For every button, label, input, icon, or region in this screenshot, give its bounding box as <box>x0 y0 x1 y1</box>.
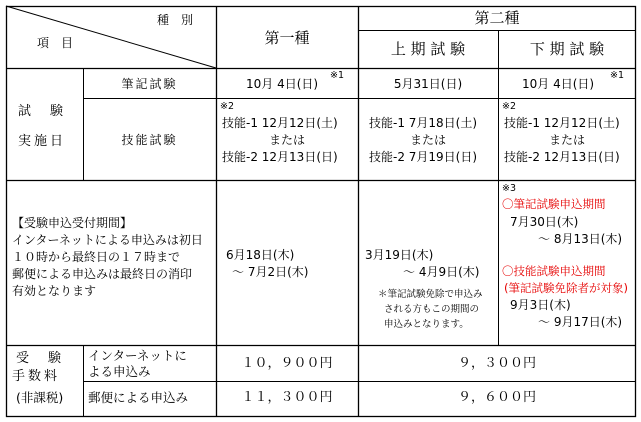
first-practical-or: または <box>268 133 305 147</box>
first-written-date: 10月 4日(日) <box>246 77 319 91</box>
lower-practical-period-title: 〇技能試験申込期間 <box>502 264 606 278</box>
lower-practical-or: または <box>548 133 585 147</box>
application-label-4: 郵便による申込みは最終日の消印 <box>12 267 193 281</box>
upper-application-to: ～ 4月9日(木) <box>403 265 480 279</box>
exam-row-label-1: 試 験 <box>18 104 67 119</box>
lower-written-period-title: 〇筆記試験申込期間 <box>502 197 606 211</box>
first-practical-2: 技能-2 12月13日(日) <box>222 150 338 164</box>
application-label-5: 有効となります <box>12 284 97 298</box>
second-class-header: 第二種 <box>474 9 520 27</box>
lower-written-period-from: 7月30日(木) <box>510 215 579 229</box>
lower-practical-period-from: 9月3日(木) <box>510 298 571 312</box>
first-class-header: 第一種 <box>264 29 310 47</box>
fee-label-2: 手数料 <box>12 369 61 384</box>
lower-written-date: 10月 4日(日) <box>522 77 595 91</box>
second-fee-mail: ９，６００円 <box>457 390 536 405</box>
upper-application-note-1: ＊筆記試験免除で申込み <box>378 289 483 300</box>
written-exam-label: 筆記試験 <box>121 77 178 91</box>
kind-label: 種 別 <box>156 13 193 27</box>
upper-application-from: 3月19日(木) <box>365 248 434 262</box>
first-application-to: ～ 7月2日(木) <box>232 265 309 279</box>
first-practical-1: 技能-1 12月12日(土) <box>222 116 338 130</box>
first-written-note: ※1 <box>330 70 345 81</box>
fee-label-1: 受 験 <box>16 351 65 366</box>
lower-practical-2: 技能-2 12月13日(日) <box>504 150 620 164</box>
lower-application-note: ※3 <box>502 183 517 194</box>
lower-practical-note: ※2 <box>502 101 517 112</box>
application-label-3: １０時から最終日の１７時まで <box>12 250 181 264</box>
fee-label-3: (非課税) <box>16 390 64 405</box>
internet-application-label-2: よる申込み <box>88 364 151 379</box>
first-practical-note: ※2 <box>220 101 235 112</box>
internet-application-label-1: インターネットに <box>88 348 187 363</box>
application-label-2: インターネットによる申込みは初日 <box>12 233 203 247</box>
lower-written-note: ※1 <box>610 70 625 81</box>
first-half-header: 上 期 試 験 <box>390 40 466 58</box>
upper-practical-1: 技能-1 7月18日(土) <box>369 116 478 130</box>
upper-practical-or: または <box>409 133 446 147</box>
second-fee-internet: ９，３００円 <box>457 356 536 371</box>
first-fee-mail: １１，３００円 <box>241 390 333 405</box>
upper-application-note-3: 申込みとなります。 <box>384 319 469 330</box>
second-half-header: 下 期 試 験 <box>529 40 605 58</box>
upper-application-note-2: される方もこの期間の <box>384 304 480 315</box>
lower-practical-1: 技能-1 12月12日(土) <box>504 116 620 130</box>
lower-practical-period-to: ～ 9月17日(木) <box>538 315 623 329</box>
mail-application-label: 郵便による申込み <box>88 390 189 405</box>
upper-practical-2: 技能-2 7月19日(日) <box>369 150 478 164</box>
first-application-from: 6月18日(木) <box>226 248 295 262</box>
application-label-1: 【受験申込受付期間】 <box>12 216 133 230</box>
lower-written-period-to: ～ 8月13日(木) <box>538 232 623 246</box>
exam-row-label-2: 実施日 <box>18 134 67 149</box>
item-label: 項 目 <box>36 36 73 50</box>
first-fee-internet: １０，９００円 <box>241 356 333 371</box>
upper-written-date: 5月31日(日) <box>393 77 463 91</box>
practical-exam-label: 技能試験 <box>121 133 178 147</box>
lower-practical-period-sub: (筆記試験免除者が対象) <box>504 281 628 295</box>
